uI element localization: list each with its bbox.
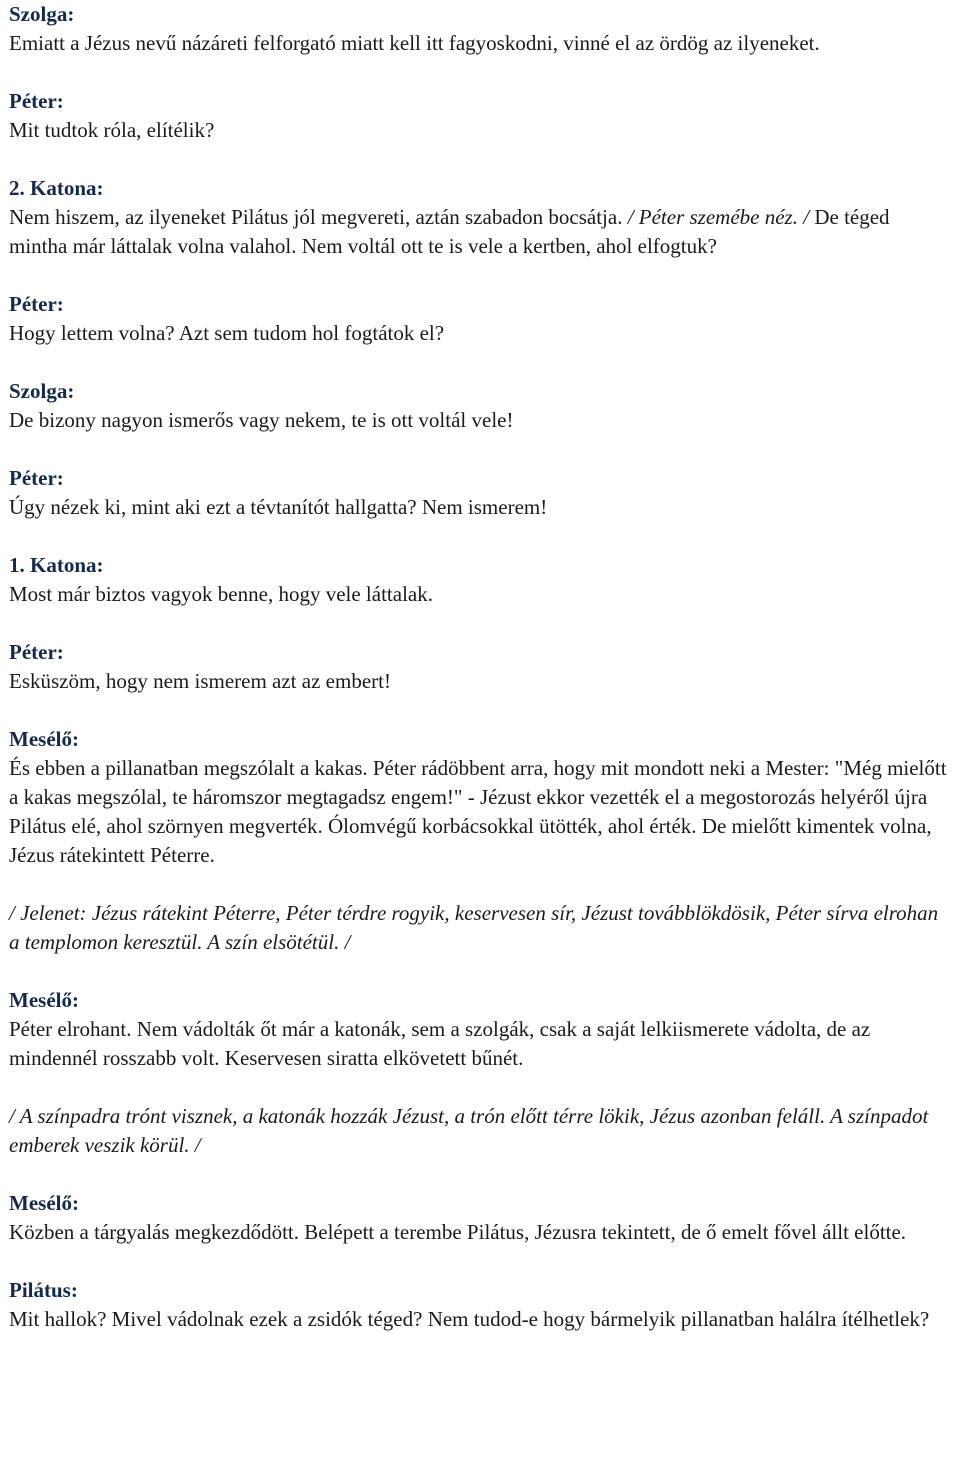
dialogue-block: [9, 551, 949, 609]
dialogue-text: Hogy lettem volna? Azt sem tudom hol fogtátok el?: [9, 321, 445, 345]
dialogue-text: [9, 203, 949, 261]
speaker-label: Pilátus:: [9, 1278, 78, 1302]
dialogue-block: [9, 638, 949, 696]
stage-direction-inline: / Péter szemébe néz. /: [627, 205, 810, 229]
dialogue-text: Most már biztos vagyok benne, hogy vele láttalak.: [9, 582, 433, 606]
stage-direction: / Jelenet: Jézus rátekint Péterre, Péter térdre rogyik, keservesen sír, Jézust továbblökdösik, Péter sírva elrohan a templomon keresztül. A szín elsötétül. /: [9, 901, 939, 954]
dialogue-block: [9, 725, 949, 870]
dialogue-text-part: Nem hiszem, az ilyeneket Pilátus jól megvereti, aztán szabadon bocsátja.: [9, 205, 623, 229]
speaker-label: Péter:: [9, 640, 64, 664]
dialogue-text: De bizony nagyon ismerős vagy nekem, te is ott voltál vele!: [9, 408, 514, 432]
speaker-label: 1. Katona:: [9, 553, 104, 577]
stage-direction: / A színpadra trónt visznek, a katonák hozzák Jézust, a trón előtt térre lökik, Jézus azonban feláll. A színpadot emberek veszik körül. /: [9, 1104, 929, 1157]
dialogue-text: Emiatt a Jézus nevű názáreti felforgató miatt kell itt fagyoskodni, vinné el az ördög az ilyeneket.: [9, 31, 820, 55]
dialogue-text-part: De téged mintha már láttalak volna valahol. Nem voltál ott te is vele a kertben, ahol elfogtuk?: [9, 205, 890, 258]
dialogue-text: Úgy nézek ki, mint aki ezt a tévtanítót hallgatta? Nem ismerem!: [9, 495, 548, 519]
dialogue-text: Közben a tárgyalás megkezdődött. Belépett a terembe Pilátus, Jézusra tekintett, de ő emelt fővel állt előtte.: [9, 1220, 907, 1244]
dialogue-text: Mit hallok? Mivel vádolnak ezek a zsidók téged? Nem tudod-e hogy bármelyik pillanatban halálra ítélhetlek?: [9, 1307, 930, 1331]
dialogue-block: [9, 174, 949, 261]
dialogue-block: [9, 464, 949, 522]
dialogue-block: [9, 290, 949, 348]
dialogue-text: És ebben a pillanatban megszólalt a kakas. Péter rádöbbent arra, hogy mit mondott neki a Mester: "Még mielőtt a kakas megszólal, te háromszor megtagadsz engem!" - Jézust ekkor vezették el a megostorozás helyéről újra Pilátus elé, ahol szörnyen megverték. Ólomvégű korbácsokkal ütötték, ahol érték. De mielőtt kimentek volna, Jézus rátekintett Péterre.: [9, 756, 947, 867]
dialogue-text: Esküszöm, hogy nem ismerem azt az embert!: [9, 669, 391, 693]
speaker-label: Mesélő:: [9, 988, 79, 1012]
dialogue-block: [9, 87, 949, 145]
speaker-label: 2. Katona:: [9, 176, 104, 200]
speaker-label: Péter:: [9, 89, 64, 113]
dialogue-block: [9, 377, 949, 435]
stage-direction-block: [9, 899, 949, 957]
speaker-label: Szolga:: [9, 2, 75, 26]
dialogue-block: [9, 1189, 949, 1247]
dialogue-block: [9, 1276, 949, 1334]
speaker-label: Mesélő:: [9, 1191, 79, 1215]
dialogue-text: Péter elrohant. Nem vádolták őt már a katonák, sem a szolgák, csak a saját lelkiismerete vádolta, de az mindennél rosszabb volt. Keservesen siratta elkövetett bűnét.: [9, 1017, 871, 1070]
speaker-label: Péter:: [9, 292, 64, 316]
speaker-label: Mesélő:: [9, 727, 79, 751]
script-page: [9, 0, 949, 1334]
dialogue-block: [9, 0, 949, 58]
dialogue-text: Mit tudtok róla, elítélik?: [9, 118, 215, 142]
stage-direction-block: [9, 1102, 949, 1160]
speaker-label: Péter:: [9, 466, 64, 490]
dialogue-block: [9, 986, 949, 1073]
speaker-label: Szolga:: [9, 379, 75, 403]
